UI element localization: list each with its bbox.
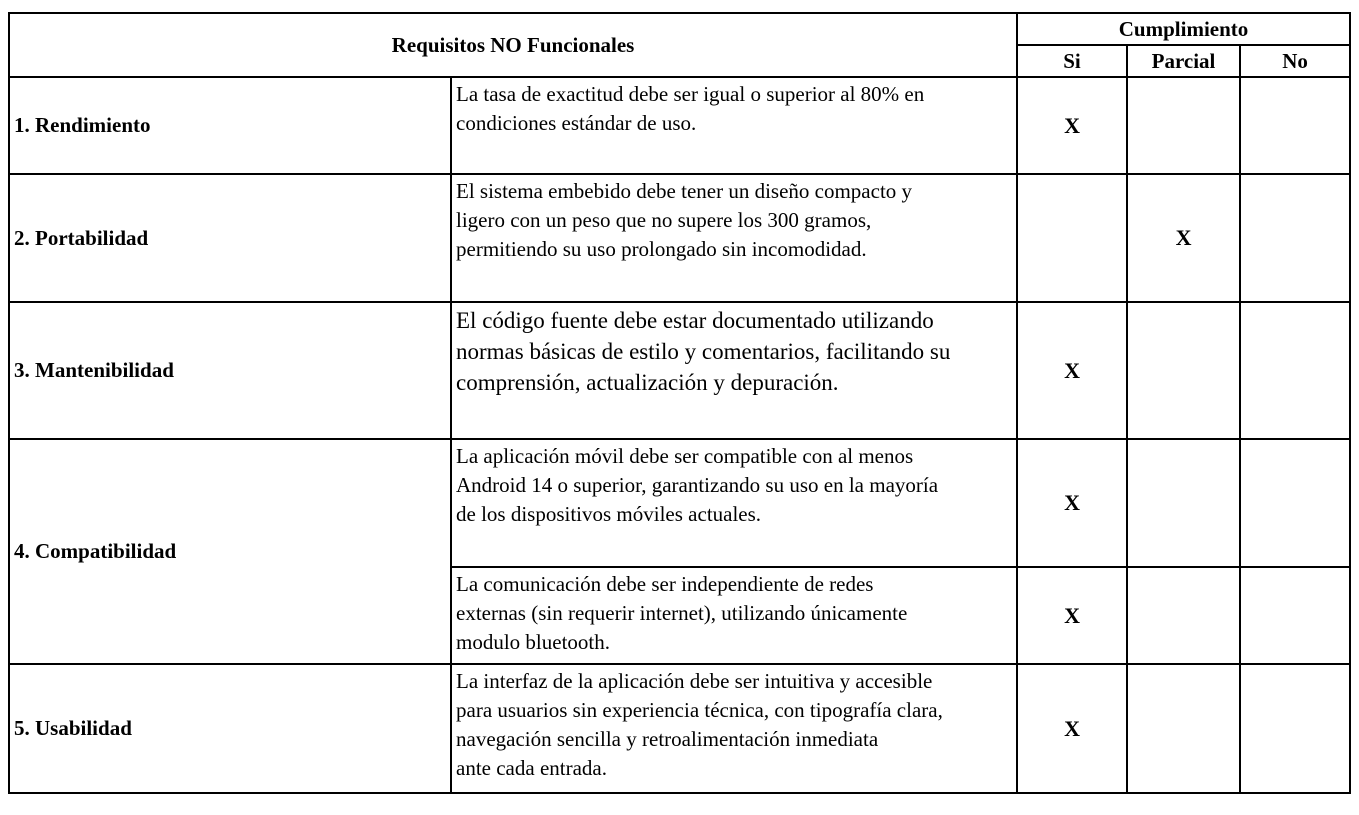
- requirements-document: [8, 12, 1351, 794]
- no-cell: [1240, 664, 1350, 793]
- category-cell: 1. Rendimiento: [9, 77, 451, 174]
- description-line: ante cada entrada.: [456, 756, 607, 780]
- parcial-cell: [1127, 439, 1240, 567]
- category-cell: 2. Portabilidad: [9, 174, 451, 302]
- header-compliance: Cumplimiento: [1017, 13, 1350, 45]
- header-parcial: Parcial: [1127, 45, 1240, 77]
- parcial-cell: [1127, 77, 1240, 174]
- description-line: externas (sin requerir internet), utilizando únicamente: [456, 601, 908, 625]
- description-cell: [451, 77, 1017, 174]
- no-cell: [1240, 302, 1350, 439]
- si-cell: X: [1017, 439, 1127, 567]
- si-cell: X: [1017, 567, 1127, 664]
- parcial-cell: [1127, 567, 1240, 664]
- description-line: La aplicación móvil debe ser compatible con al menos: [456, 444, 914, 468]
- description-line: normas básicas de estilo y comentarios, facilitando su: [456, 339, 951, 364]
- parcial-cell: X: [1127, 174, 1240, 302]
- category-cell: 5. Usabilidad: [9, 664, 451, 793]
- table-row: [9, 439, 1350, 567]
- description-line: Android 14 o superior, garantizando su uso en la mayoría: [456, 473, 939, 497]
- description-cell: [451, 664, 1017, 793]
- table-row: [9, 664, 1350, 793]
- category-cell: 3. Mantenibilidad: [9, 302, 451, 439]
- description-line: condiciones estándar de uso.: [456, 111, 697, 135]
- requirements-table: [8, 12, 1351, 794]
- si-cell: [1017, 174, 1127, 302]
- description-line: La tasa de exactitud debe ser igual o superior al 80% en: [456, 82, 925, 106]
- parcial-cell: [1127, 302, 1240, 439]
- description-line: para usuarios sin experiencia técnica, con tipografía clara,: [456, 698, 943, 722]
- no-cell: [1240, 77, 1350, 174]
- header-no: No: [1240, 45, 1350, 77]
- description-line: comprensión, actualización y depuración.: [456, 370, 839, 395]
- si-cell: X: [1017, 664, 1127, 793]
- si-cell: X: [1017, 77, 1127, 174]
- table-row: [9, 77, 1350, 174]
- description-line: de los dispositivos móviles actuales.: [456, 502, 762, 526]
- description-line: La interfaz de la aplicación debe ser intuitiva y accesible: [456, 669, 933, 693]
- header-requirements: Requisitos NO Funcionales: [9, 13, 1017, 77]
- description-line: navegación sencilla y retroalimentación inmediata: [456, 727, 879, 751]
- no-cell: [1240, 439, 1350, 567]
- table-row: [9, 302, 1350, 439]
- header-si: Si: [1017, 45, 1127, 77]
- description-line: El código fuente debe estar documentado utilizando: [456, 308, 934, 333]
- description-line: permitiendo su uso prolongado sin incomodidad.: [456, 237, 867, 261]
- description-cell: [451, 567, 1017, 664]
- header-row: [9, 13, 1350, 45]
- description-line: El sistema embebido debe tener un diseño compacto y: [456, 179, 913, 203]
- table-row: [9, 174, 1350, 302]
- description-line: La comunicación debe ser independiente de redes: [456, 572, 874, 596]
- description-cell: [451, 174, 1017, 302]
- description-cell: [451, 439, 1017, 567]
- si-cell: X: [1017, 302, 1127, 439]
- no-cell: [1240, 567, 1350, 664]
- no-cell: [1240, 174, 1350, 302]
- description-cell: [451, 302, 1017, 439]
- description-line: ligero con un peso que no supere los 300 gramos,: [456, 208, 872, 232]
- description-line: modulo bluetooth.: [456, 630, 610, 654]
- category-cell: 4. Compatibilidad: [9, 439, 451, 664]
- parcial-cell: [1127, 664, 1240, 793]
